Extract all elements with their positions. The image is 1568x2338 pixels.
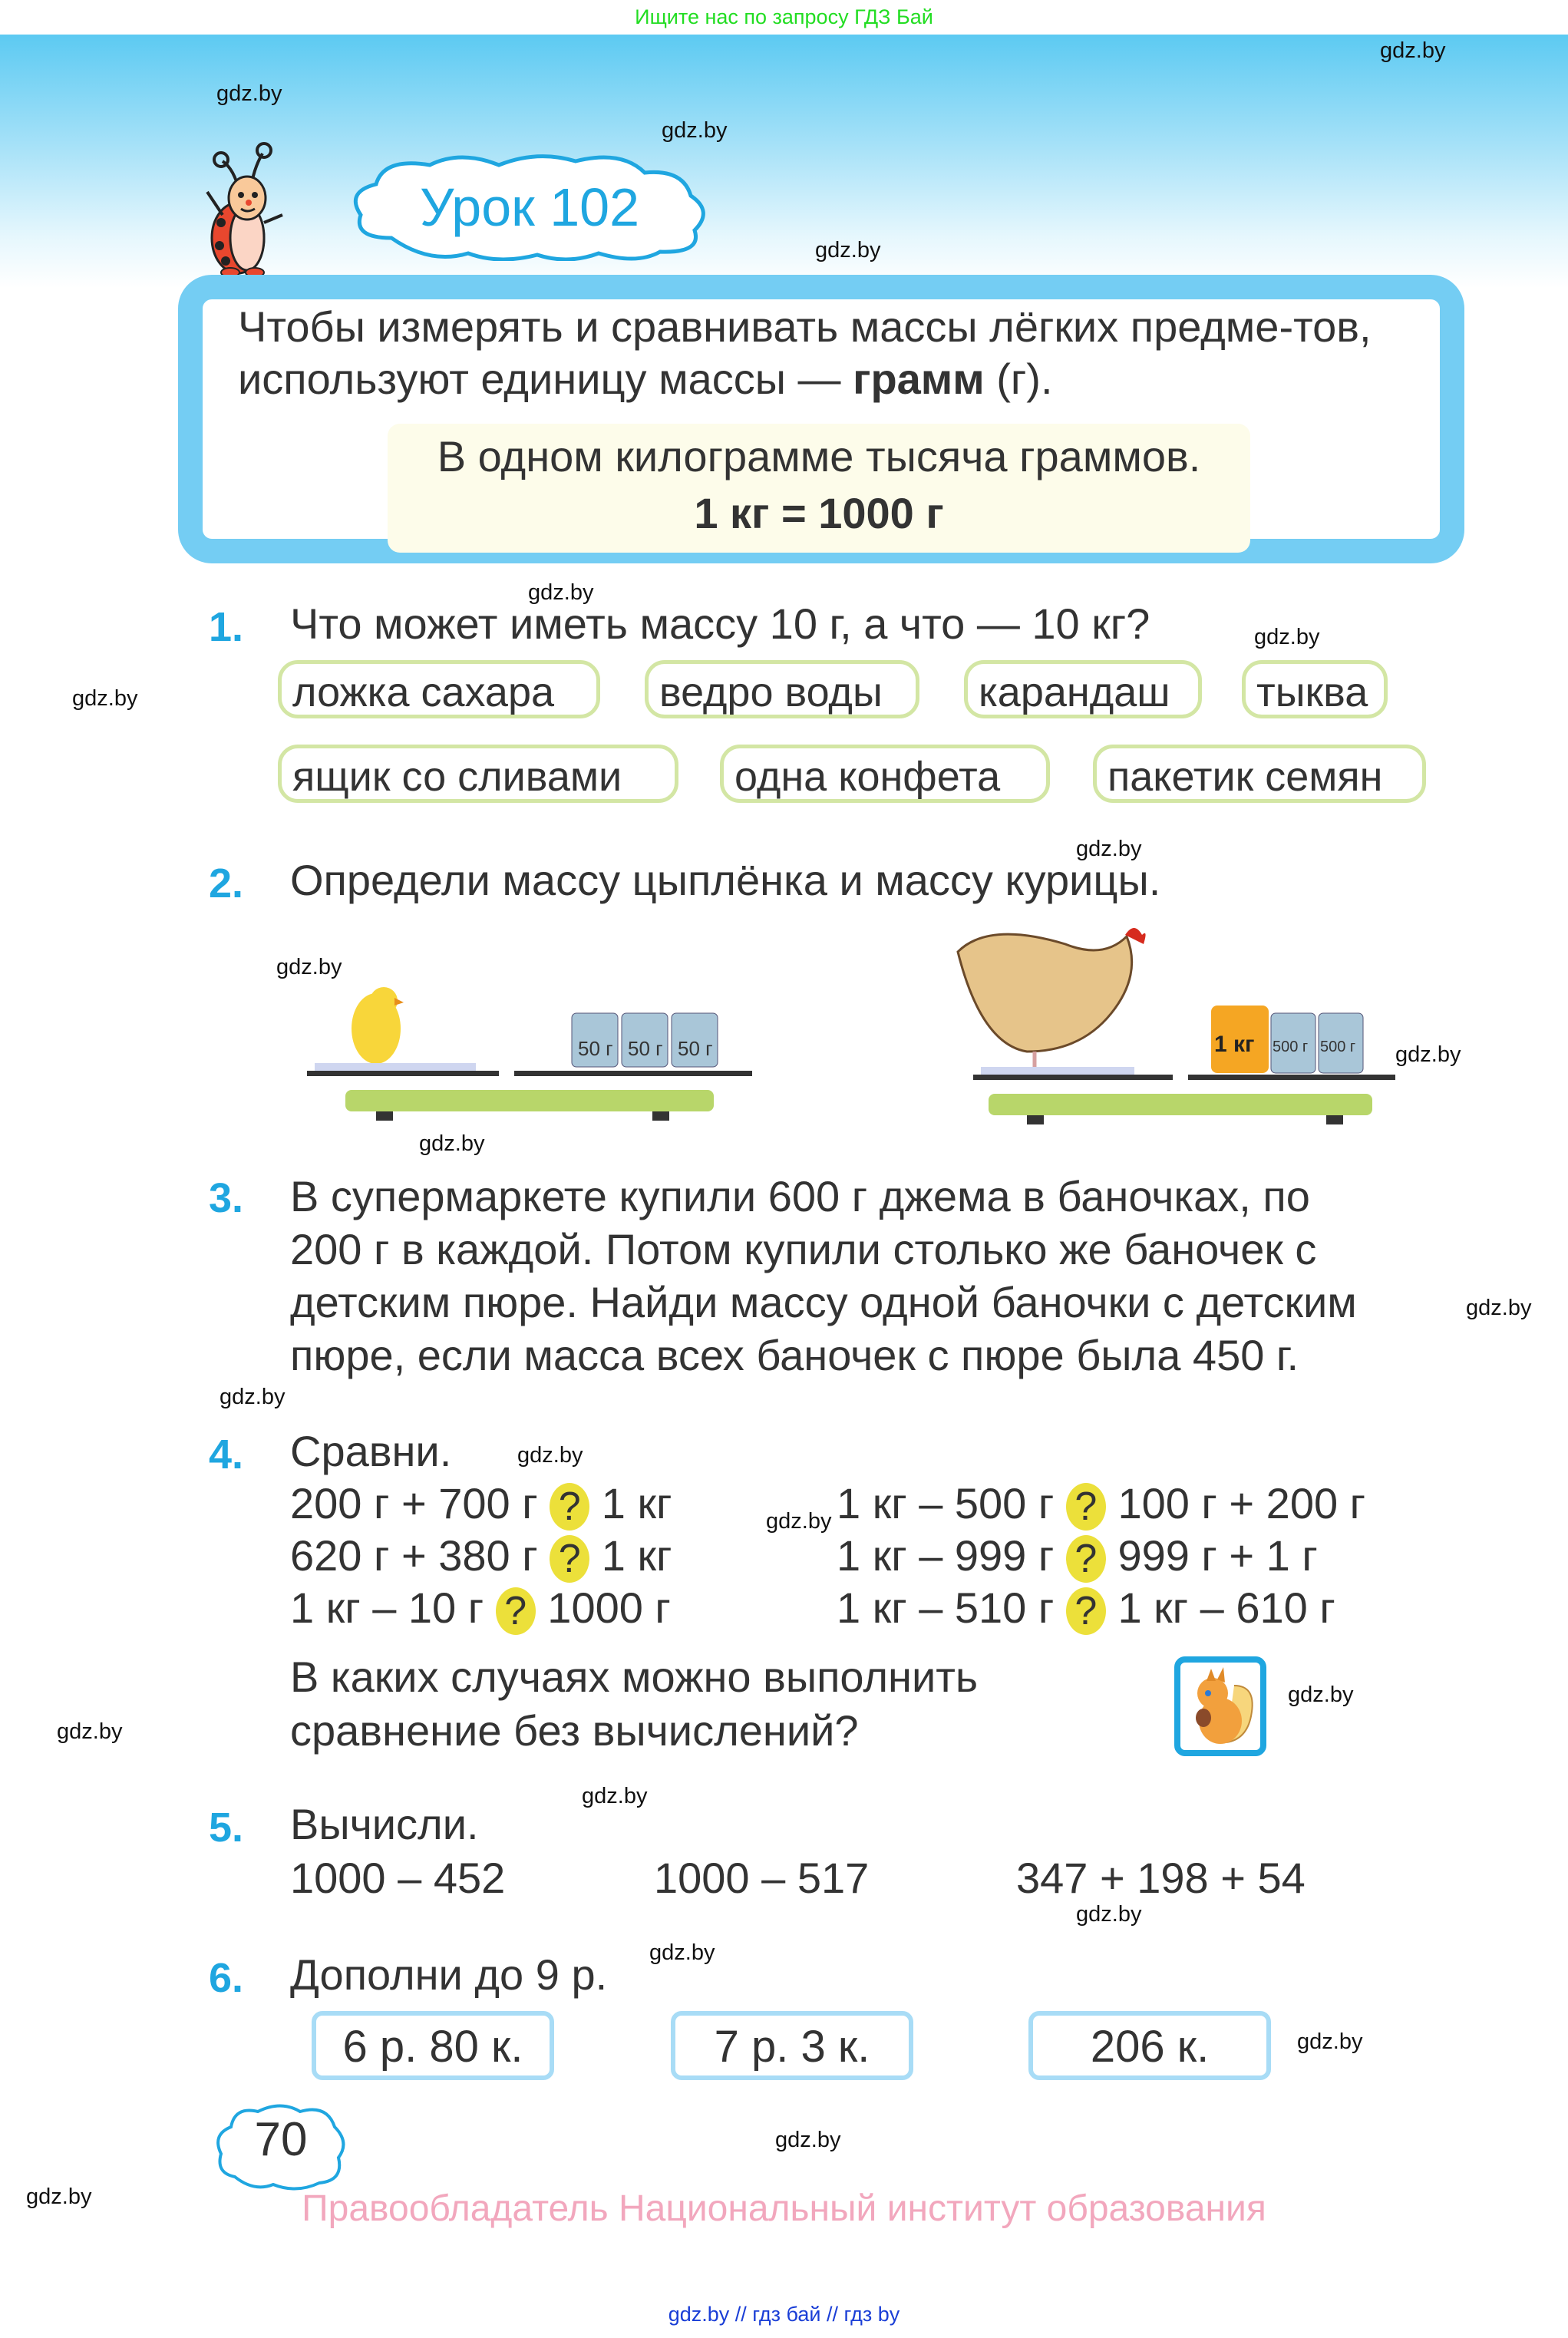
question-line: В каких случаях можно выполнить bbox=[290, 1653, 979, 1701]
task-number: 5. bbox=[209, 1805, 244, 1851]
expression: 1000 – 452 bbox=[290, 1854, 506, 1902]
task-number: 2. bbox=[209, 860, 244, 906]
compare-slot[interactable]: ? bbox=[1066, 1587, 1106, 1635]
watermark: gdz.by bbox=[649, 1940, 715, 1965]
watermark: gdz.by bbox=[1395, 1042, 1461, 1067]
task-3-line: пюре, если масса всех баночек с пюре была 450 г. bbox=[290, 1331, 1299, 1379]
svg-text:1 кг: 1 кг bbox=[1214, 1032, 1255, 1057]
watermark: gdz.by bbox=[419, 1131, 485, 1156]
task-4-text: Сравни. bbox=[290, 1427, 452, 1475]
task-number: 3. bbox=[209, 1175, 244, 1221]
hen-scale-icon bbox=[942, 921, 1403, 1136]
task-number: 4. bbox=[209, 1432, 244, 1478]
watermark: gdz.by bbox=[1297, 2029, 1363, 2054]
squirrel-icon bbox=[1180, 1663, 1260, 1750]
watermark: gdz.by bbox=[582, 1784, 648, 1808]
watermark: gdz.by bbox=[815, 238, 881, 263]
watermark: gdz.by bbox=[1254, 625, 1320, 649]
compare-slot[interactable]: ? bbox=[1066, 1483, 1106, 1531]
expression: 1000 – 517 bbox=[654, 1854, 870, 1902]
watermark: gdz.by bbox=[662, 118, 728, 143]
squirrel-hint-icon bbox=[1174, 1656, 1266, 1756]
compare-slot[interactable]: ? bbox=[550, 1483, 589, 1531]
svg-text:50 г: 50 г bbox=[628, 1037, 663, 1060]
svg-text:50 г: 50 г bbox=[678, 1037, 713, 1060]
task-2-text: Определи массу цыплёнка и массу курицы. bbox=[290, 856, 1161, 904]
watermark: gdz.by bbox=[72, 686, 138, 711]
amount-box[interactable]: 206 к. bbox=[1028, 2011, 1271, 2080]
watermark: gdz.by bbox=[216, 81, 282, 106]
option-pill[interactable]: пакетик семян bbox=[1093, 745, 1426, 803]
compare-slot[interactable]: ? bbox=[550, 1535, 589, 1583]
comparison-row: 1 кг – 500 г ? 100 г + 200 г bbox=[837, 1479, 1366, 1530]
chick-scale-icon bbox=[299, 982, 760, 1128]
watermark: gdz.by bbox=[528, 580, 594, 605]
watermark: gdz.by bbox=[1466, 1296, 1532, 1320]
task-3-line: детским пюре. Найди массу одной баночки с детским bbox=[290, 1278, 1357, 1326]
option-pill[interactable]: ведро воды bbox=[645, 660, 919, 718]
comparison-row: 1 кг – 510 г ? 1 кг – 610 г bbox=[837, 1583, 1335, 1634]
ladybug-mascot-icon bbox=[192, 138, 299, 276]
svg-text:500 г: 500 г bbox=[1273, 1039, 1309, 1055]
copyright-notice: Правообладатель Национальный институт образования bbox=[302, 2188, 1266, 2229]
compare-slot[interactable]: ? bbox=[1066, 1535, 1106, 1583]
task-1-text: Что может иметь массу 10 г, а что — 10 кг? bbox=[290, 599, 1150, 648]
search-banner[interactable]: Ищите нас по запросу ГДЗ Бай bbox=[0, 0, 1568, 35]
expression: 347 + 198 + 54 bbox=[1016, 1854, 1306, 1902]
task-6-text: Дополни до 9 р. bbox=[290, 1950, 608, 1999]
watermark: gdz.by bbox=[276, 955, 342, 979]
amount-box[interactable]: 6 р. 80 к. bbox=[312, 2011, 554, 2080]
task-number: 1. bbox=[209, 604, 244, 650]
option-pill[interactable]: карандаш bbox=[964, 660, 1202, 718]
option-pill[interactable]: ящик со сливами bbox=[278, 745, 678, 803]
footer-links[interactable]: gdz.by // гдз бай // гдз by bbox=[668, 2303, 900, 2326]
task-number: 6. bbox=[209, 1955, 244, 2001]
svg-text:500 г: 500 г bbox=[1320, 1039, 1356, 1055]
task-5-text: Вычисли. bbox=[290, 1800, 479, 1848]
amount-box[interactable]: 7 р. 3 к. bbox=[671, 2011, 913, 2080]
watermark: gdz.by bbox=[57, 1719, 123, 1744]
question-line: сравнение без вычислений? bbox=[290, 1706, 859, 1755]
watermark: gdz.by bbox=[766, 1509, 832, 1534]
watermark: gdz.by bbox=[517, 1443, 583, 1468]
lesson-title: Урок 102 bbox=[419, 177, 640, 237]
watermark: gdz.by bbox=[26, 2184, 92, 2209]
comparison-row: 1 кг – 10 г ? 1000 г bbox=[290, 1583, 671, 1634]
watermark: gdz.by bbox=[1288, 1683, 1354, 1707]
watermark: gdz.by bbox=[1380, 38, 1446, 63]
rule-text: Чтобы измерять и сравнивать массы лёгких предме-тов, используют единицу массы — грамм (г). bbox=[238, 302, 1372, 403]
rule-formula: 1 кг = 1000 г bbox=[694, 489, 944, 537]
option-pill[interactable]: тыква bbox=[1242, 660, 1388, 718]
comparison-row: 1 кг – 999 г ? 999 г + 1 г bbox=[837, 1531, 1318, 1582]
watermark: gdz.by bbox=[1076, 1902, 1142, 1927]
option-pill[interactable]: ложка сахара bbox=[278, 660, 600, 718]
task-3-text bbox=[290, 1170, 1357, 1382]
watermark: gdz.by bbox=[1076, 837, 1142, 861]
task-3-line: В супермаркете купили 600 г джема в баночках, по bbox=[290, 1172, 1310, 1220]
svg-text:50 г: 50 г bbox=[578, 1037, 613, 1060]
option-pill[interactable]: одна конфета bbox=[720, 745, 1050, 803]
task-3-line: 200 г в каждой. Потом купили столько же баночек с bbox=[290, 1225, 1317, 1273]
compare-slot[interactable]: ? bbox=[496, 1587, 536, 1635]
comparison-row: 620 г + 380 г ? 1 кг bbox=[290, 1531, 672, 1582]
watermark: gdz.by bbox=[775, 2128, 841, 2152]
rule-fact: В одном килограмме тысяча граммов. bbox=[437, 432, 1201, 480]
watermark: gdz.by bbox=[220, 1385, 286, 1409]
comparison-row: 200 г + 700 г ? 1 кг bbox=[290, 1479, 672, 1530]
page-number: 70 bbox=[254, 2113, 308, 2166]
task-4-question bbox=[290, 1650, 978, 1758]
